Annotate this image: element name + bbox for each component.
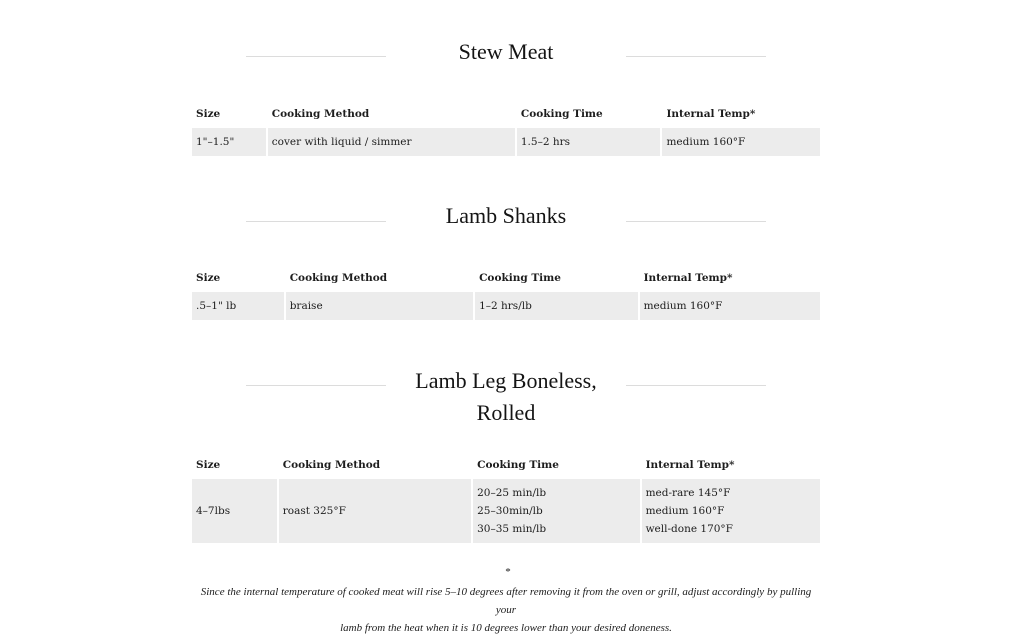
cooking-table: [190, 451, 822, 543]
header-internal-temp: Internal Temp*: [645, 459, 735, 471]
section-title: Lamb Shanks: [445, 203, 567, 228]
table-row: [192, 479, 820, 543]
footnote-text: [192, 583, 820, 637]
header-cooking-time: Cooking Time: [477, 459, 559, 471]
cooking-table: [190, 100, 822, 156]
heading-divider-left: [246, 385, 386, 386]
section-title: [396, 365, 616, 429]
section-heading: [192, 200, 820, 232]
heading-divider-left: [246, 221, 386, 222]
heading-divider-right: [626, 385, 766, 386]
header-cooking-method: Cooking Method: [271, 108, 370, 120]
table-header-row: [192, 451, 820, 479]
cell-cooking-method: braise: [286, 292, 473, 320]
table-header-row: [192, 264, 820, 292]
cell-size: .5–1" lb: [192, 292, 284, 320]
cell-internal-temp: medium 160°F: [662, 128, 820, 156]
section-title: Stew Meat: [458, 39, 554, 64]
cell-cooking-method: cover with liquid / simmer: [268, 128, 515, 156]
section-lamb-leg: [192, 365, 820, 543]
footnote-line-2: lamb from the heat when it is 10 degrees lower than your desired doneness.: [340, 622, 672, 634]
footnote-line-1: Since the internal temperature of cooked meat will rise 5–10 degrees after removing it from the oven or grill, adjust accordingly by pulling your: [200, 586, 812, 616]
cell-size: 4–7lbs: [192, 479, 277, 543]
table-row: [192, 292, 820, 320]
heading-divider-right: [626, 221, 766, 222]
header-internal-temp: Internal Temp*: [643, 272, 733, 284]
section-title-line-1: Lamb Leg Boneless,: [415, 368, 597, 393]
cell-cooking-time: 1–2 hrs/lb: [475, 292, 637, 320]
section-heading: [192, 365, 820, 429]
header-size: Size: [196, 459, 221, 471]
cell-size: 1"–1.5": [192, 128, 266, 156]
header-cooking-method: Cooking Method: [282, 459, 381, 471]
table-header-row: [192, 100, 820, 128]
heading-divider-right: [626, 56, 766, 57]
header-internal-temp: Internal Temp*: [666, 108, 756, 120]
cell-cooking-time: 1.5–2 hrs: [517, 128, 661, 156]
cell-internal-temp: medium 160°F: [640, 292, 820, 320]
cell-cooking-time: 20–25 min/lb 25–30min/lb 30–35 min/lb: [473, 479, 639, 543]
section-title-line-2: Rolled: [476, 400, 536, 425]
table-row: [192, 128, 820, 156]
cell-cooking-method: roast 325°F: [279, 479, 471, 543]
header-cooking-method: Cooking Method: [289, 272, 388, 284]
section-lamb-shanks: [192, 200, 820, 320]
footnote-marker: *: [505, 566, 511, 578]
heading-divider-left: [246, 56, 386, 57]
cell-internal-temp: med-rare 145°F medium 160°F well-done 170°F: [642, 479, 820, 543]
section-heading: [192, 36, 820, 68]
header-size: Size: [196, 108, 221, 120]
header-cooking-time: Cooking Time: [479, 272, 561, 284]
section-stew-meat: [192, 36, 820, 156]
cooking-table: [190, 264, 822, 320]
header-cooking-time: Cooking Time: [520, 108, 603, 120]
header-size: Size: [196, 272, 221, 284]
